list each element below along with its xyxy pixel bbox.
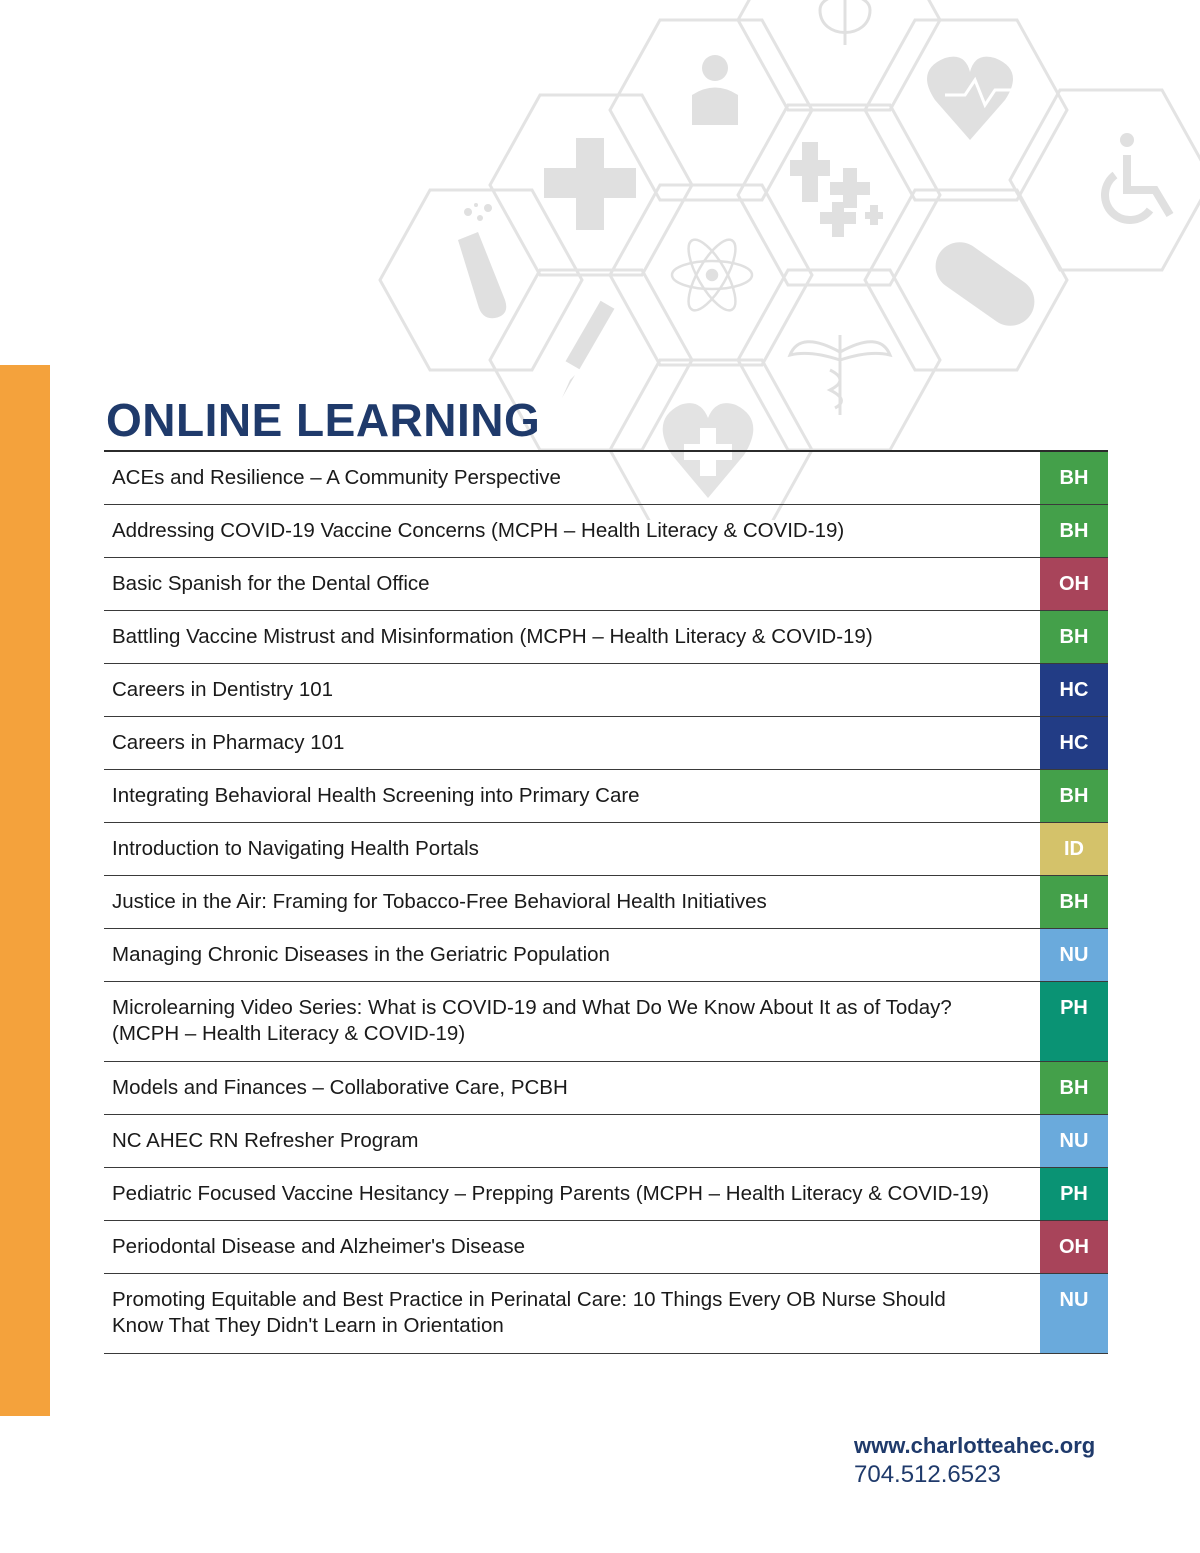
medical-cross-icon: [544, 138, 636, 230]
category-badge: NU: [1040, 929, 1108, 981]
course-title: Integrating Behavioral Health Screening into Primary Care: [112, 784, 640, 807]
category-badge: NU: [1040, 1115, 1108, 1167]
doctor-icon: [692, 55, 738, 125]
heart-pulse-icon: [927, 57, 1015, 140]
course-title: Microlearning Video Series: What is COVID-19 and What Do We Know About It as of Today? (MCPH – Health Literacy & COVID-19): [112, 996, 952, 1045]
caduceus-icon: [790, 335, 890, 415]
course-title: Pediatric Focused Vaccine Hesitancy – Prepping Parents (MCPH – Health Literacy & COVID-19): [112, 1182, 989, 1205]
pill-icon: [926, 233, 1044, 335]
atom-icon: [672, 233, 752, 316]
orange-side-bar: [0, 365, 50, 1416]
course-title: Justice in the Air: Framing for Tobacco-Free Behavioral Health Initiatives: [112, 890, 767, 913]
course-title: Careers in Dentistry 101: [112, 678, 334, 701]
category-badge: ID: [1040, 823, 1108, 875]
table-row: [104, 452, 1108, 505]
table-row: [104, 876, 1108, 929]
course-title: Managing Chronic Diseases in the Geriatric Population: [112, 943, 610, 966]
course-title: Periodontal Disease and Alzheimer's Disease: [112, 1235, 525, 1258]
table-row: [104, 823, 1108, 876]
plus-cluster-icon: [790, 142, 883, 237]
category-badge: NU: [1040, 1274, 1108, 1353]
table-row: [104, 1168, 1108, 1221]
course-title: Careers in Pharmacy 101: [112, 731, 345, 754]
category-badge: BH: [1040, 505, 1108, 557]
course-title: NC AHEC RN Refresher Program: [112, 1129, 419, 1152]
syringe-icon: [562, 301, 614, 398]
category-badge: BH: [1040, 770, 1108, 822]
table-row: [104, 1062, 1108, 1115]
course-title: Addressing COVID-19 Vaccine Concerns (MCPH – Health Literacy & COVID-19): [112, 519, 845, 542]
table-row: [104, 982, 1108, 1062]
course-title: Introduction to Navigating Health Portals: [112, 837, 479, 860]
footer-contact: [854, 1432, 1095, 1490]
category-badge: PH: [1040, 1168, 1108, 1220]
course-title: Basic Spanish for the Dental Office: [112, 572, 430, 595]
table-row: [104, 505, 1108, 558]
table-row: [104, 770, 1108, 823]
table-row: [104, 558, 1108, 611]
website-link[interactable]: www.charlotteahec.org: [854, 1433, 1096, 1458]
course-table: [104, 450, 1108, 1354]
category-badge: BH: [1040, 611, 1108, 663]
category-badge: BH: [1040, 876, 1108, 928]
category-badge: BH: [1040, 452, 1108, 504]
page-title: ONLINE LEARNING: [106, 394, 541, 446]
category-badge: BH: [1040, 1062, 1108, 1114]
table-row: [104, 1274, 1108, 1354]
category-badge: HC: [1040, 664, 1108, 716]
category-badge: OH: [1040, 1221, 1108, 1273]
table-row: [104, 664, 1108, 717]
category-badge: PH: [1040, 982, 1108, 1061]
wheelchair-icon: [1105, 133, 1170, 220]
table-row: [104, 1115, 1108, 1168]
table-row: [104, 611, 1108, 664]
table-row: [104, 1221, 1108, 1274]
course-title: ACEs and Resilience – A Community Perspective: [112, 466, 561, 489]
course-title: Battling Vaccine Mistrust and Misinformation (MCPH – Health Literacy & COVID-19): [112, 625, 873, 648]
category-badge: HC: [1040, 717, 1108, 769]
table-row: [104, 929, 1108, 982]
course-title: Promoting Equitable and Best Practice in Perinatal Care: 10 Things Every OB Nurse Should Know That They Didn't Learn in Orientation: [112, 1288, 946, 1337]
test-tube-icon: [458, 203, 506, 318]
brain-icon: [820, 0, 870, 45]
phone-number: 704.512.6523: [854, 1461, 1001, 1488]
category-badge: OH: [1040, 558, 1108, 610]
course-title: Models and Finances – Collaborative Care, PCBH: [112, 1076, 568, 1099]
table-row: [104, 717, 1108, 770]
